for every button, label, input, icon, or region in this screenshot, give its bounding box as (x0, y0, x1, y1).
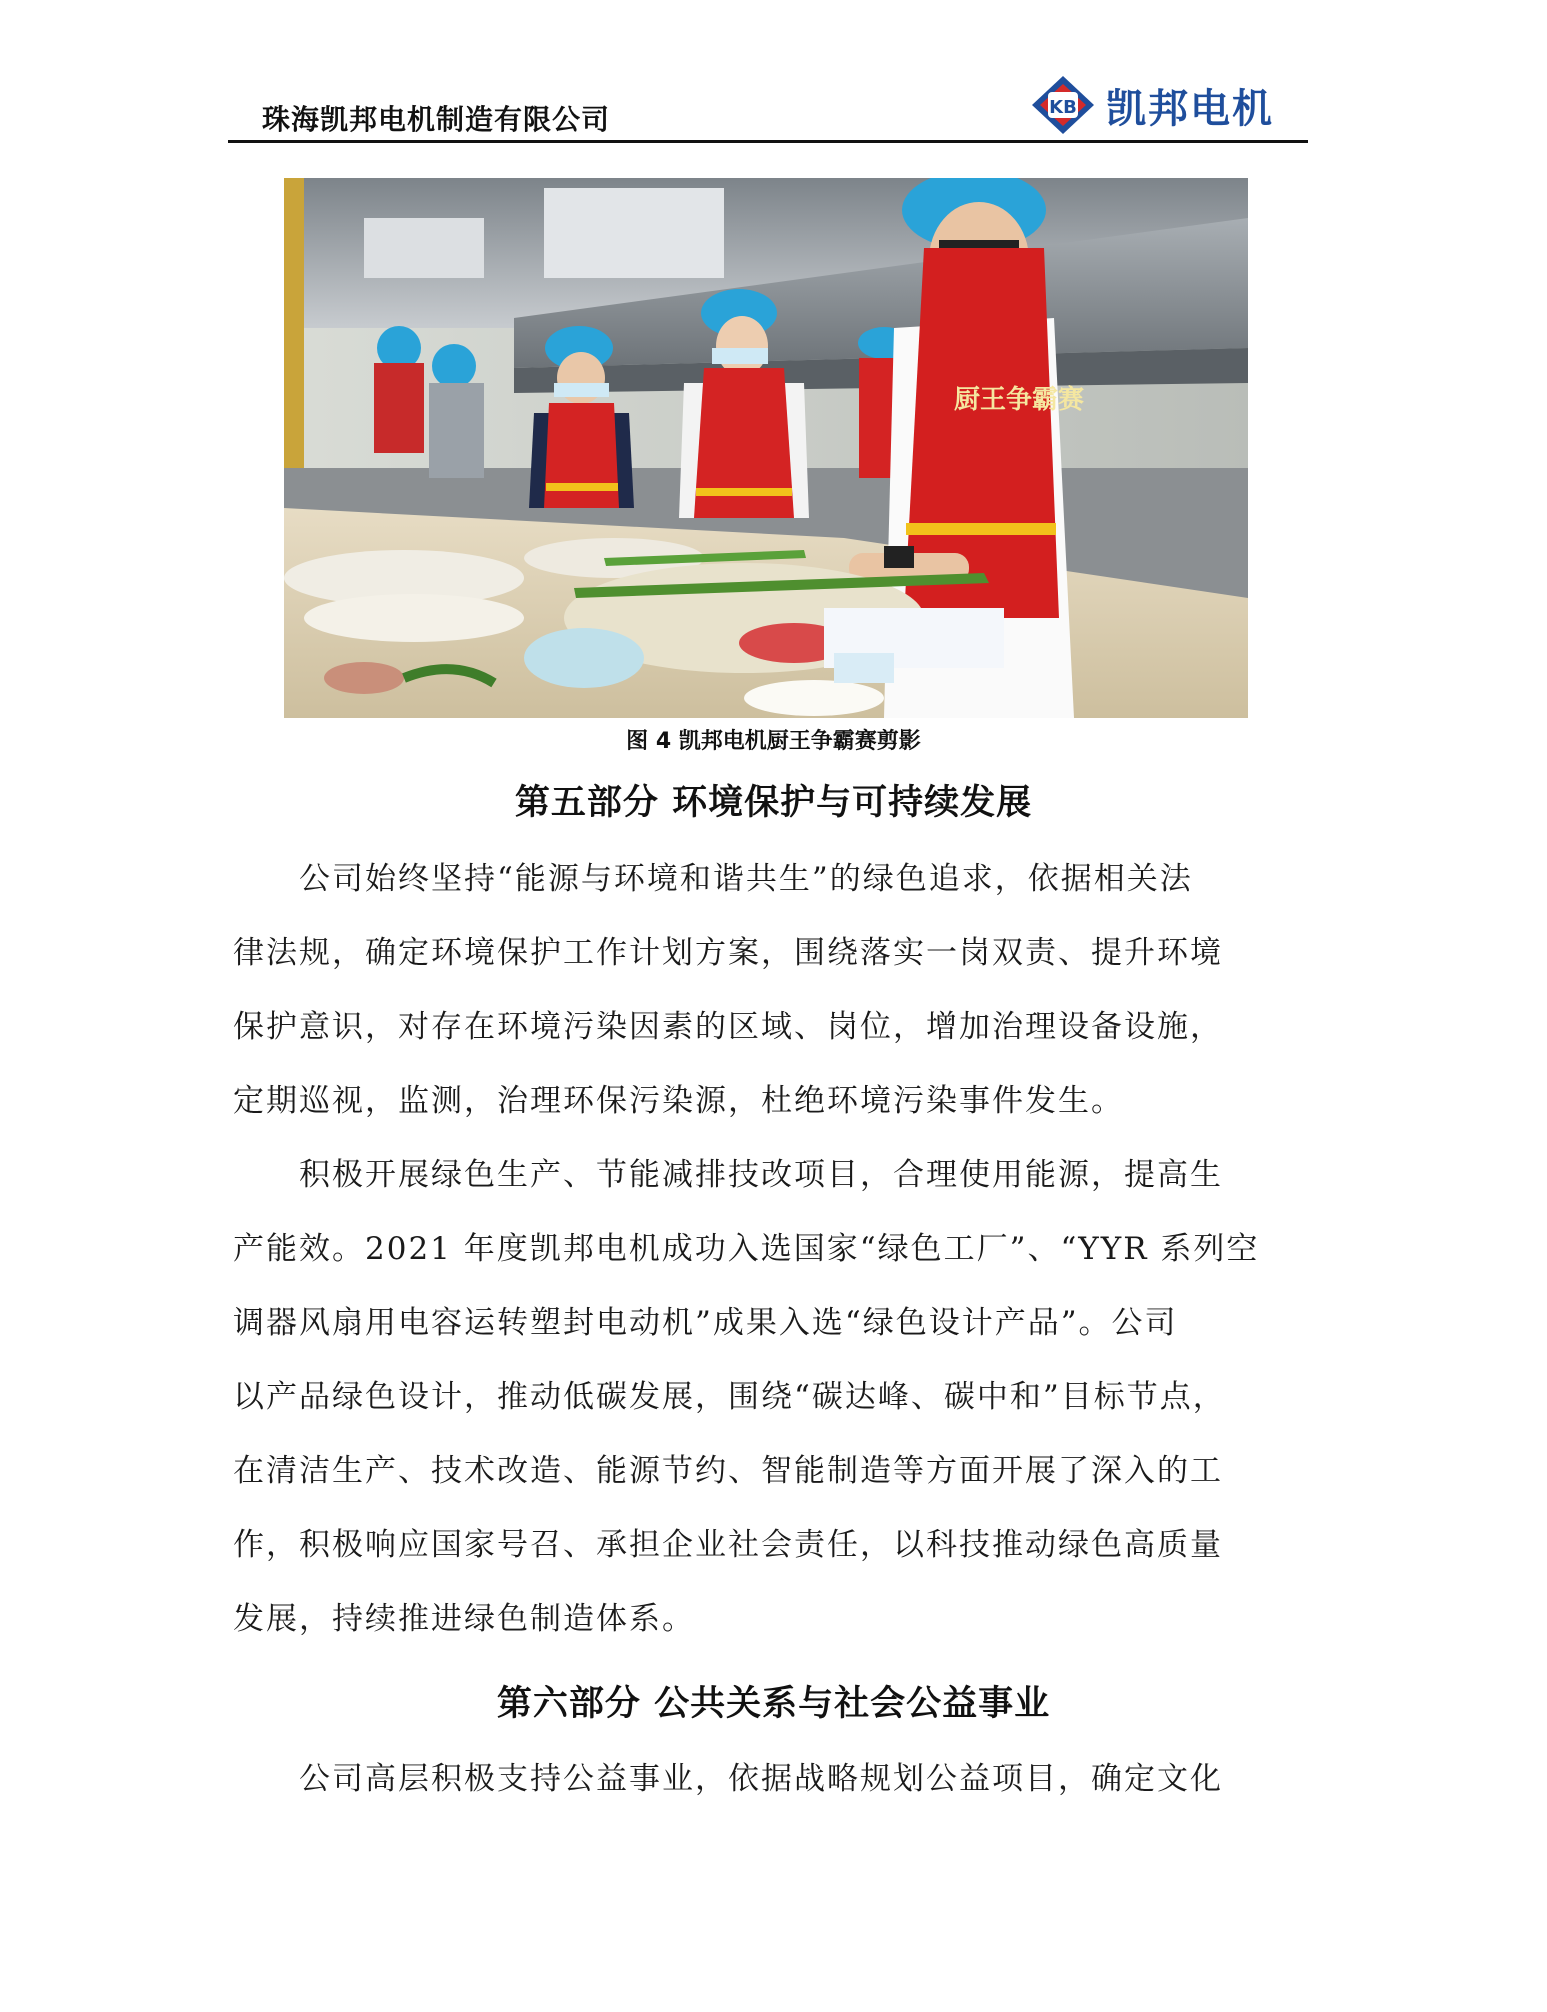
section-5-paragraph-1 (233, 842, 1303, 1138)
apron-text: 厨王争霸赛 (954, 385, 1085, 415)
kitchen-competition-photo (284, 178, 1248, 718)
logo-text: 凯邦电机 (1106, 85, 1274, 132)
section-title-6: 第六部分 公共关系与社会公益事业 (496, 1684, 1051, 1724)
text-line: 公司高层积极支持公益事业，依据战略规划公益项目，确定文化 (233, 1761, 1223, 1797)
header-company-name: 珠海凯邦电机制造有限公司 (262, 103, 611, 136)
text-line: 保护意识，对存在环境污染因素的区域、岗位，增加治理设备设施， (233, 1009, 1223, 1045)
text-line: 积极开展绿色生产、节能减排技改项目，合理使用能源，提高生 (233, 1157, 1223, 1193)
header-divider (228, 140, 1308, 143)
text-line: 以产品绿色设计，推动低碳发展，围绕“碳达峰、碳中和”目标节点， (233, 1379, 1226, 1415)
text-line: 调器风扇用电容运转塑封电动机”成果入选“绿色设计产品”。公司 (233, 1305, 1178, 1341)
text-line: 律法规，确定环境保护工作计划方案，围绕落实一岗双责、提升环境 (233, 935, 1223, 971)
text-line: 定期巡视，监测，治理环保污染源，杜绝环境污染事件发生。 (233, 1083, 1124, 1119)
text-line: 在清洁生产、技术改造、能源节约、智能制造等方面开展了深入的工 (233, 1453, 1223, 1489)
text-line: 公司始终坚持“能源与环境和谐共生”的绿色追求，依据相关法 (233, 861, 1193, 897)
section-6-paragraph-1 (233, 1742, 1303, 1816)
section-5-paragraph-2 (233, 1138, 1303, 1656)
kb-logo-icon (1030, 74, 1096, 136)
figure-caption: 图 4 凯邦电机厨王争霸赛剪影 (626, 729, 921, 754)
company-logo (1030, 74, 1274, 136)
section-title-5: 第五部分 环境保护与可持续发展 (514, 783, 1033, 823)
text-line: 发展，持续推进绿色制造体系。 (233, 1601, 695, 1637)
text-line: 作，积极响应国家号召、承担企业社会责任，以科技推动绿色高质量 (233, 1527, 1223, 1563)
logo-mark-text: KB (1049, 97, 1077, 118)
text-line: 产能效。2021 年度凯邦电机成功入选国家“绿色工厂”、“YYR 系列空 (233, 1231, 1260, 1267)
